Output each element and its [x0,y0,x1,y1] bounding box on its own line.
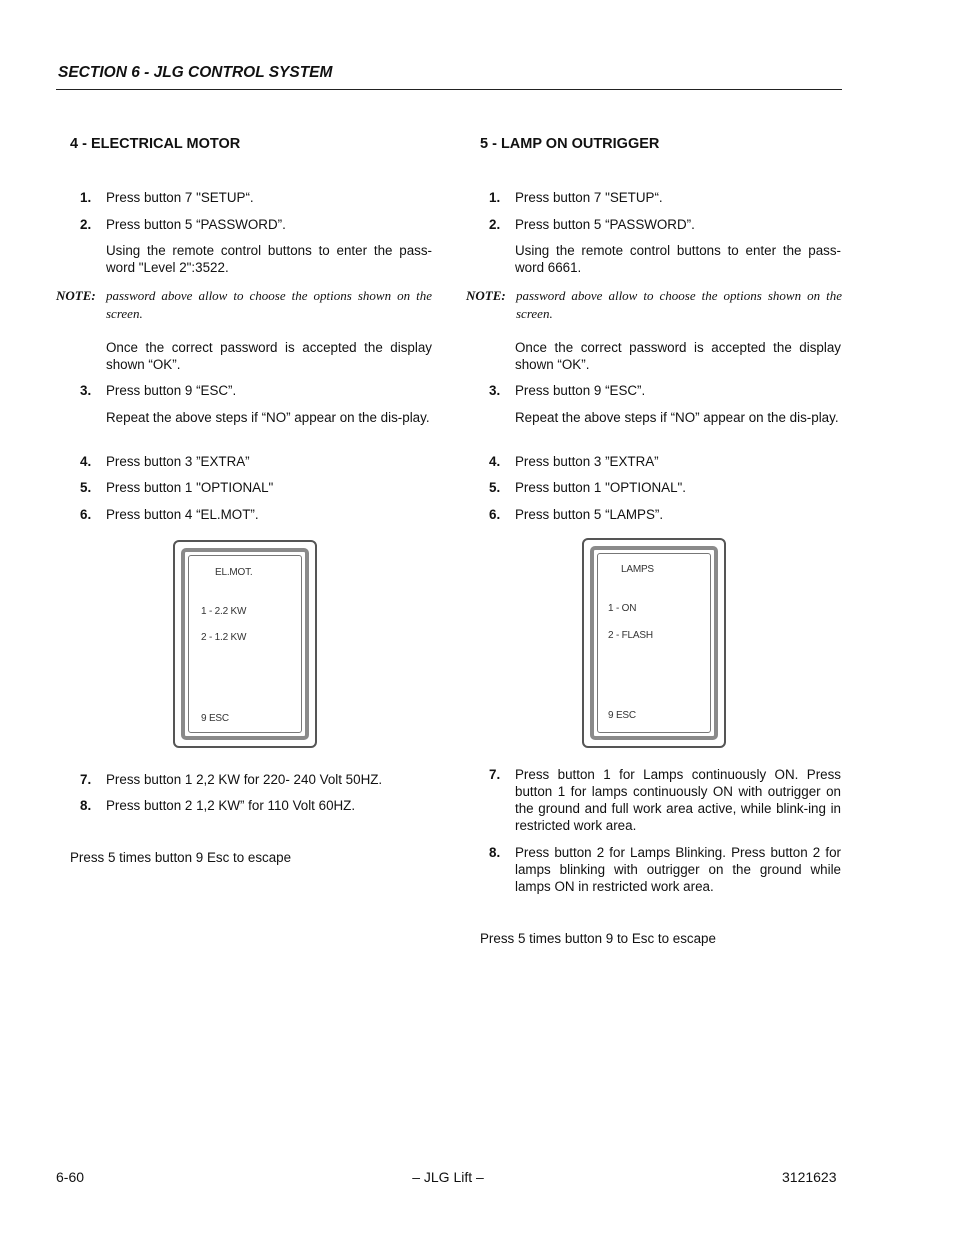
lamps-screen-title: LAMPS [621,564,654,575]
left-password-para: Using the remote control buttons to enter the pass-word "Level 2":3522. [106,243,432,275]
footer-doc-number: 3121623 [782,1169,837,1185]
footer-page-number: 6-60 [56,1169,85,1185]
right-note-text: password above allow to choose the options shown on the screen. [516,288,842,321]
left-ok-para: Once the correct password is accepted the display shown “OK”. [106,340,432,372]
lamps-screen-option-2: 2 - FLASH [608,630,653,641]
lamps-screen-option-1: 1 - ON [608,603,637,614]
elmot-screen-title: EL.MOT. [215,567,253,578]
elmot-screen-option-1: 1 - 2.2 KW [201,606,247,617]
section-title: SECTION 6 - JLG CONTROL SYSTEM [58,64,333,81]
left-note-text: password above allow to choose the options shown on the screen. [106,288,432,321]
left-heading: 4 - ELECTRICAL MOTOR [70,136,241,152]
right-note [466,287,846,327]
right-note-label: NOTE: [466,288,506,303]
elmot-display-screen [173,540,317,748]
header-rule [56,89,842,90]
elmot-screen-option-2: 2 - 1.2 KW [201,632,247,643]
left-note [56,287,436,327]
elmot-screen-esc: 9 ESC [201,713,229,724]
right-heading: 5 - LAMP ON OUTRIGGER [480,136,660,152]
right-escape-text: Press 5 times button 9 to Esc to escape [480,931,716,946]
left-repeat-para: Repeat the above steps if “NO” appear on the dis-play. [106,410,430,425]
right-password-para: Using the remote control buttons to enter the pass-word 6661. [515,243,841,275]
left-note-label: NOTE: [56,288,96,303]
right-ok-para: Once the correct password is accepted the display shown “OK”. [515,340,841,372]
left-escape-text: Press 5 times button 9 Esc to escape [70,850,292,865]
lamps-display-screen [582,538,726,748]
footer-center-title: – JLG Lift – [412,1169,484,1185]
lamps-screen-esc: 9 ESC [608,710,636,721]
right-repeat-para: Repeat the above steps if “NO” appear on the dis-play. [515,410,839,425]
